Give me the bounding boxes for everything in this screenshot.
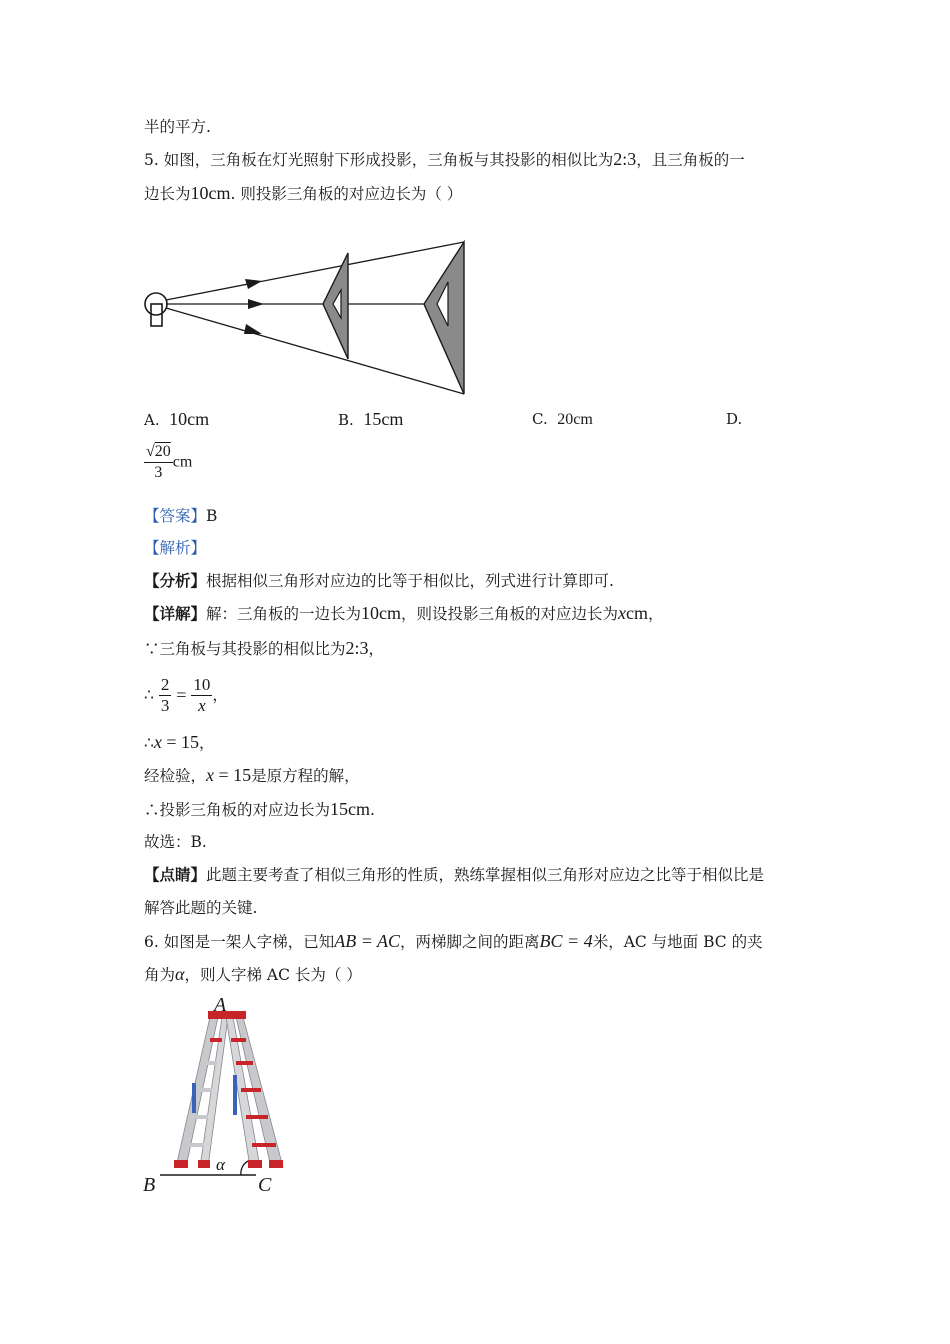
fenxi-line: 【分析】根据相似三角形对应边的比等于相似比，列式进行计算即可. bbox=[144, 571, 614, 590]
label-alpha: α bbox=[216, 1155, 225, 1174]
q6-stem-line2: 角为α，则人字梯 AC 长为（ ） bbox=[144, 964, 362, 984]
label-a: A bbox=[214, 995, 227, 1016]
angle-arc bbox=[241, 1161, 248, 1175]
answer-line: 【答案】B bbox=[144, 507, 218, 525]
label-c: C bbox=[258, 1174, 272, 1195]
ladder-left bbox=[174, 1017, 228, 1168]
option-a: A. 10cm bbox=[144, 409, 210, 429]
arrow-icon bbox=[244, 324, 262, 334]
projection-figure bbox=[138, 234, 478, 404]
arrow-icon bbox=[248, 299, 264, 309]
q6-stem-line1: 6. 如图是一架人字梯，已知AB = AC，两梯脚之间的距离BC = 4米，AC 与地面 BC 的夹 bbox=[144, 931, 763, 951]
analysis-tag: 【解析】 bbox=[144, 539, 207, 557]
ladder-figure bbox=[138, 995, 288, 1195]
ratio-value: 2:3 bbox=[613, 149, 637, 169]
equation-line: ∴ $\frac{2}{3}$ = $\frac{10}{x}$ ， bbox=[144, 674, 228, 715]
point-line-1: 【点睛】此题主要考查了相似三角形的性质，熟练掌握相似三角形对应边之比等于相似比是 bbox=[144, 865, 765, 884]
q5-stem-line1: 5. 如图，三角板在灯光照射下形成投影，三角板与其投影的相似比为2:3，且三角板的一 bbox=[144, 149, 745, 169]
choice-line: 故选：B. bbox=[144, 833, 207, 851]
conclusion-line: ∴投影三角板的对应边长为15cm. bbox=[144, 799, 375, 819]
q5-stem-line2: 边长为10cm. 则投影三角板的对应边长为（ ） bbox=[144, 183, 463, 203]
point-line-2: 解答此题的关键. bbox=[144, 899, 258, 917]
ladder-right bbox=[226, 1017, 283, 1168]
option-c: C. 20cm bbox=[532, 410, 593, 428]
projected-triangle bbox=[424, 242, 464, 394]
solution-line: ∴x = 15， bbox=[144, 732, 215, 752]
previous-question-tail: 半的平方. bbox=[144, 118, 211, 136]
option-d: D. bbox=[726, 410, 743, 428]
detail-line: 【详解】解：三角板的一边长为10cm，则设投影三角板的对应边长为xcm， bbox=[144, 603, 664, 623]
label-b: B bbox=[143, 1174, 156, 1195]
because-line: ∵三角板与其投影的相似比为2:3， bbox=[144, 638, 385, 658]
arrow-icon bbox=[245, 279, 262, 289]
check-line: 经检验，x = 15是原方程的解， bbox=[144, 765, 360, 785]
option-b: B. 15cm bbox=[338, 409, 404, 429]
option-d-value: $\frac{√20}{3}$ cm bbox=[146, 443, 193, 481]
